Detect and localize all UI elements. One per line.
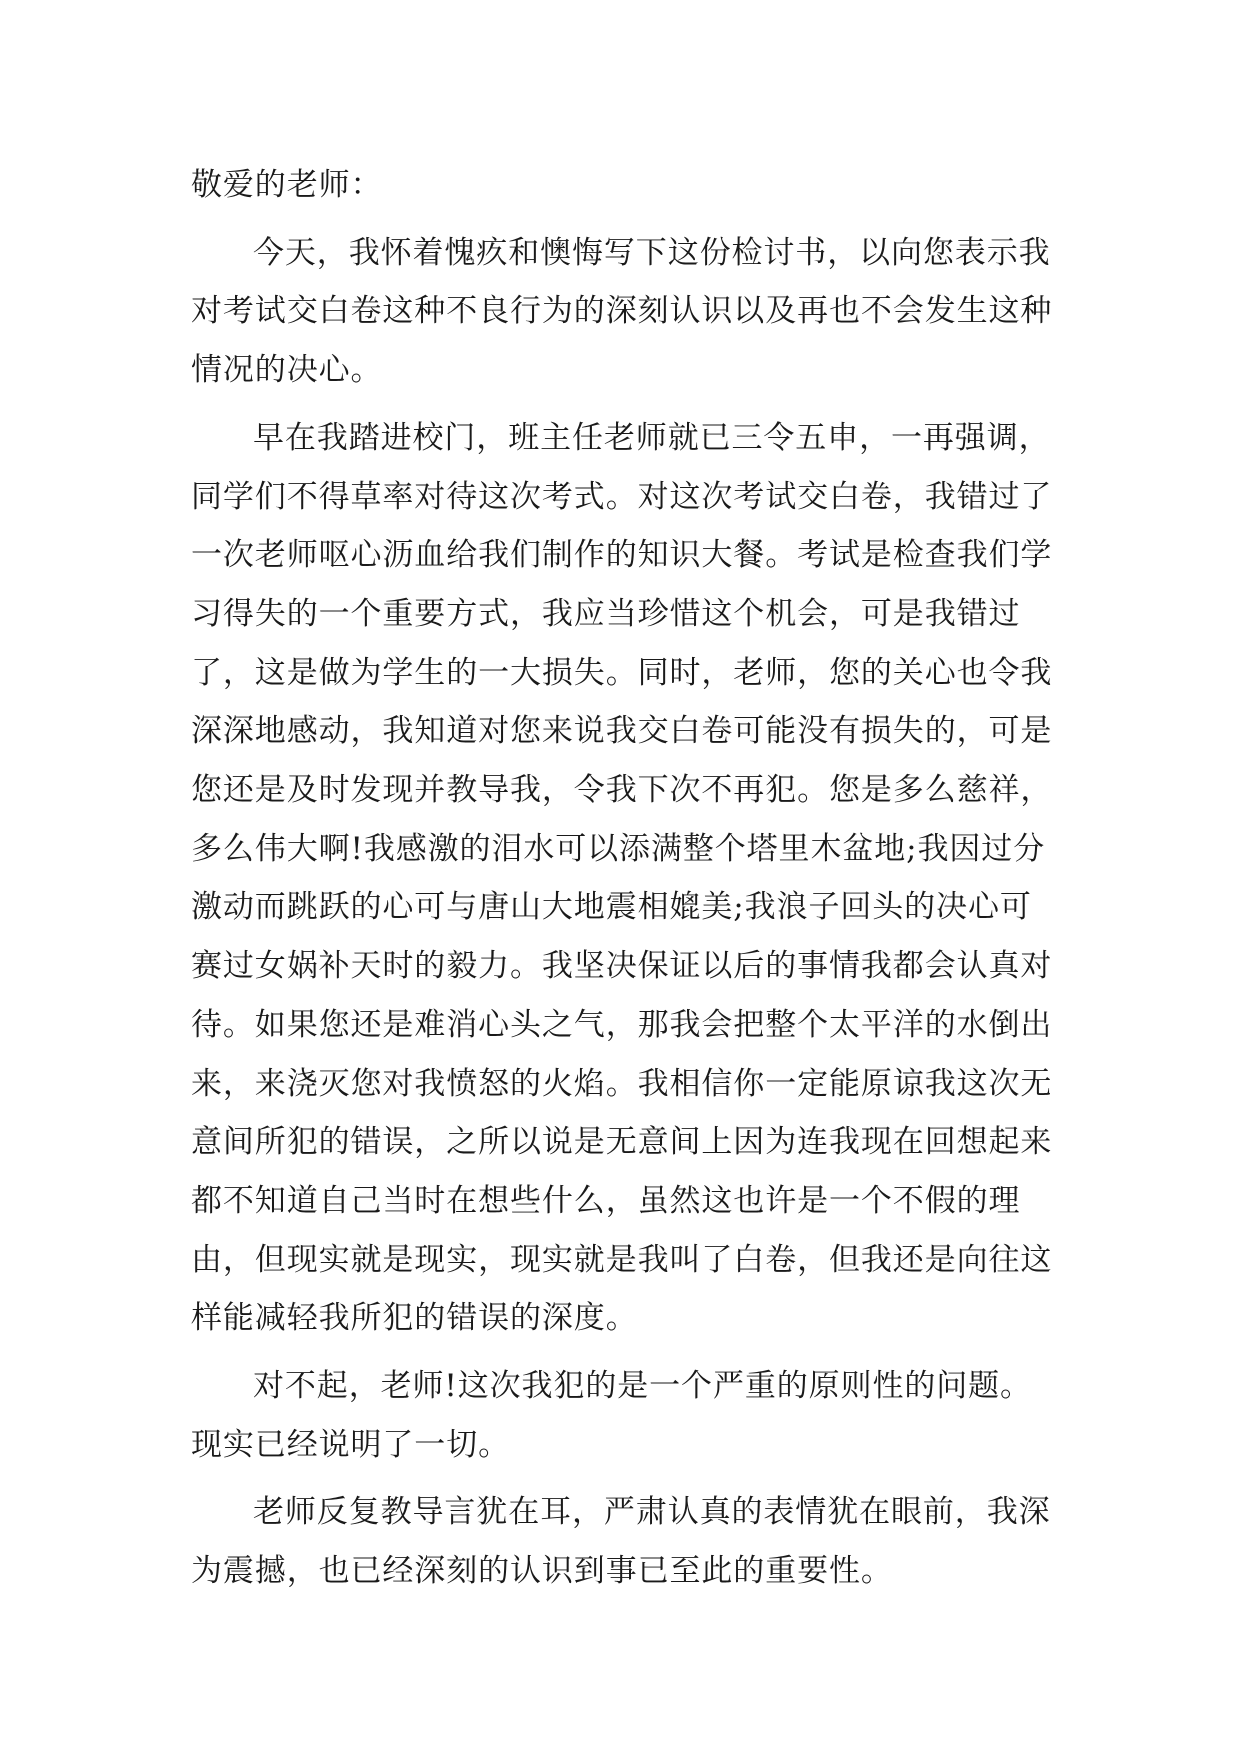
paragraph-intro: 今天，我怀着愧疚和懊悔写下这份检讨书，以向您表示我对考试交白卷这种不良行为的深刻认识以及再也不会发生这种情况的决心。 — [191, 234, 1053, 389]
paragraph-main: 早在我踏进校门，班主任老师就已三令五申，一再强调，同学们不得草率对待这次考式。对这次考试交白卷，我错过了一次老师呕心沥血给我们制作的知识大餐。考试是检查我们学习得失的一个重要方式，我应当珍惜这个机会，可是我错过了，这是做为学生的一大损失。同时，老师，您的关心也令我深深地感动，我知道对您来说我交白卷可能没有损失的，可是您还是及时发现并教导我，令我下次不再犯。您是多么慈祥，多么伟大啊!我感激的泪水可以添满整个塔里木盆地;我因过分激动而跳跃的心可与唐山大地震相媲美;我浪子回头的决心可赛过女娲补天时的毅力。我坚决保证以后的事情我都会认真对待。如果您还是难消心头之气，那我会把整个太平洋的水倒出来，来浇灭您对我愤怒的火焰。我相信你一定能原谅我这次无意间所犯的错误，之所以说是无意间上因为连我现在回想起来都不知道自己当时在想些什么，虽然这也许是一个不假的理由，但现实就是现实，现实就是我叫了白卷，但我还是向往这样能减轻我所犯的错误的深度。 — [191, 419, 1053, 1337]
paragraph-closing: 老师反复教导言犹在耳，严肃认真的表情犹在眼前，我深为震撼，也已经深刻的认识到事已至此的重要性。 — [191, 1494, 1051, 1590]
letter-body — [191, 156, 1053, 1610]
paragraph-apology: 对不起，老师!这次我犯的是一个严重的原则性的问题。现实已经说明了一切。 — [191, 1368, 1032, 1463]
salutation: 敬爱的老师： — [191, 167, 383, 203]
